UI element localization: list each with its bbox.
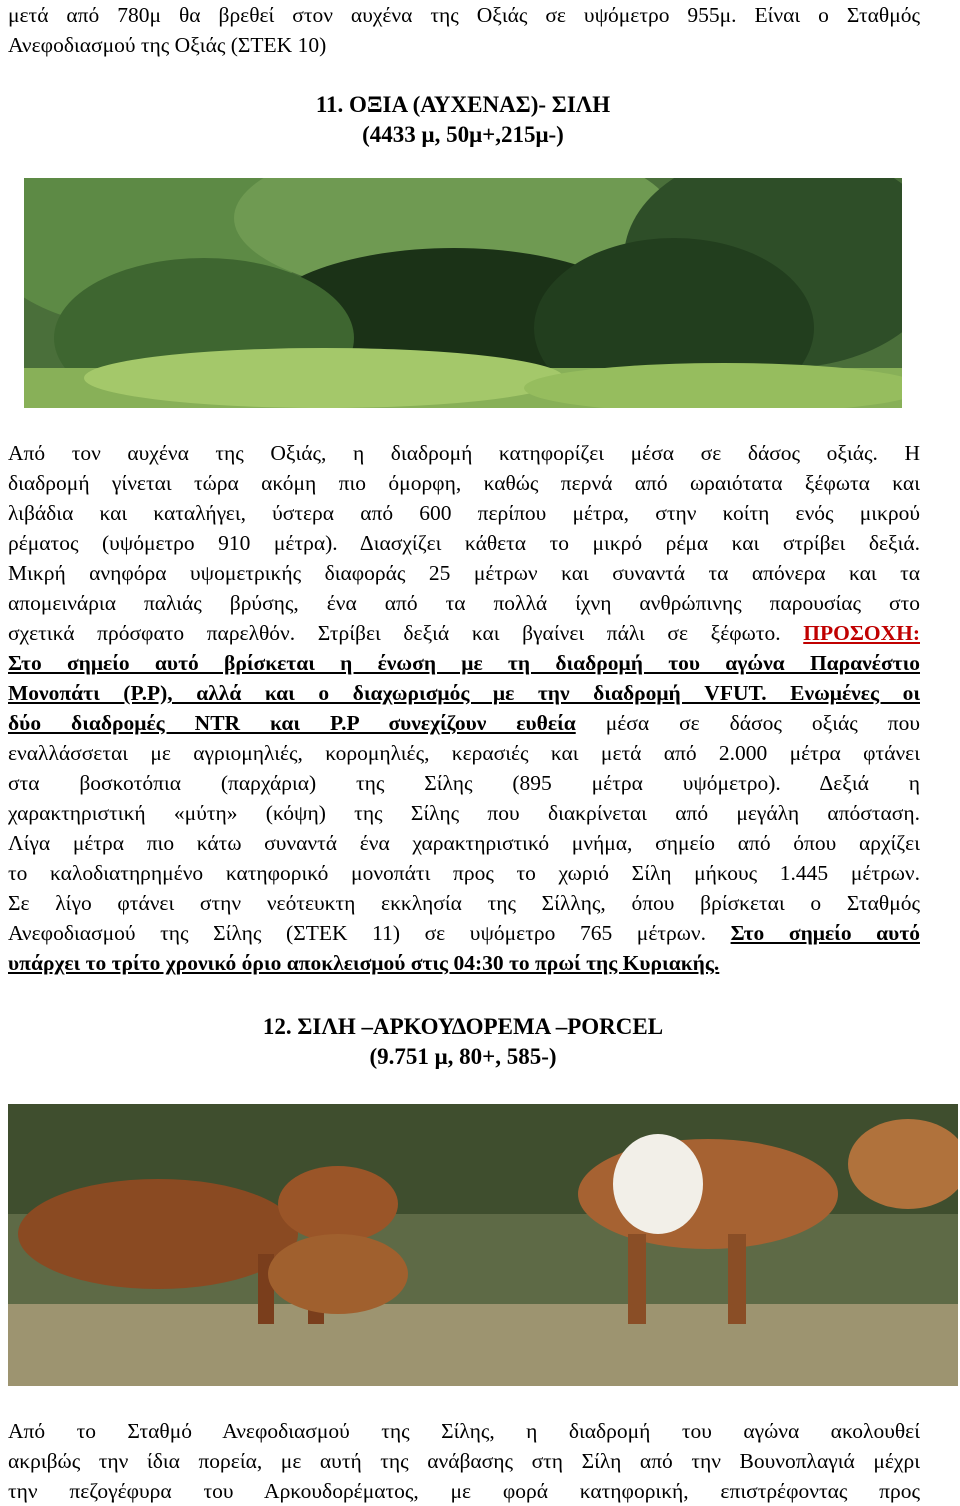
s12-line-1: Από το Σταθμό Ανεφοδιασμού της Σίλης, η διαδρομή του αγώνα ακολουθεί [8, 1419, 920, 1443]
section-11-title: 11. ΟΞΙΑ (ΑΥΧΕΝΑΣ)- ΣΙΛΗ [315, 92, 611, 117]
s11-bold-line-1: Στο σημείο αυτό βρίσκεται η ένωση με τη διαδρομή του αγώνα Παρανέστιο [8, 651, 920, 675]
intro-line-1: μετά από 780μ θα βρεθεί στον αυχένα της Οξιάς σε υψόμετρο 955μ. Είναι ο Σταθμός [8, 3, 920, 27]
warning-label: ΠΡΟΣΟΧΗ: [803, 621, 920, 645]
s11-line-2: διαδρομή γίνεται τώρα ακόμη πιο όμορφη, καθώς περνά από ωραιότατα ξέφωτα και [8, 471, 920, 495]
s11-line-10 [8, 708, 920, 738]
s11-bold-line-3: δύο διαδρομές NTR και P.P συνεχίζουν ευθεία [8, 711, 576, 735]
s11-line-7 [8, 618, 920, 648]
section-12-title: 12. ΣΙΛΗ –ΑΡΚΟΥΔΟΡΕΜΑ –PORCEL [262, 1014, 664, 1039]
s11-line-16: Σε λίγο φτάνει στην νεότευκτη εκκλησία της Σίλλης, όπου βρίσκεται ο Σταθμός [8, 891, 920, 915]
cows-illustration [8, 1104, 958, 1386]
s11-line-13: χαρακτηριστική «μύτη» (κόψη) της Σίλης που διακρίνεται από μεγάλη απόσταση. [8, 801, 920, 825]
s11-final-bold-line: υπάρχει το τρίτο χρονικό όριο αποκλεισμού στις 04:30 το πρωί της Κυριακής. [8, 951, 720, 975]
s12-line-3: την πεζογέφυρα του Αρκουδορέματος, με φορά κατηφορική, επιστρέφοντας προς [8, 1479, 920, 1503]
s11-line-4: ρέματος (υψόμετρο 910 μέτρα). Διασχίζει κάθετα το μικρό ρέμα και στρίβει δεξιά. [8, 531, 920, 555]
s11-line-11: εναλλάσσεται με αγριομηλιές, κορομηλιές, κερασιές και μετά από 2.000 μέτρα φτάνει [8, 741, 920, 765]
intro-line-2: Ανεφοδιασμού της Οξιάς (ΣΤΕΚ 10) [8, 33, 327, 57]
forest-photo [24, 178, 902, 408]
s11-line-5: Μικρή ανηφόρα υψομετρικής διαφοράς 25 μέτρων και συναντά τα απόνερα και τα [8, 561, 920, 585]
s11-line-15: το καλοδιατηρημένο κατηφορικό μονοπάτι προς το χωριό Σίλη μήκους 1.445 μέτρων. [8, 861, 920, 885]
s11-line-12: στα βοσκοτόπια (παρχάρια) της Σίλης (895 μέτρα υψόμετρο). Δεξιά η [8, 771, 920, 795]
section-12-subtitle: (9.751 μ, 80+, 585-) [369, 1044, 557, 1069]
s12-line-2: ακριβώς την ίδια πορεία, με αυτή της ανάβασης στη Σίλη από την Βουνοπλαγιά μέχρι [8, 1449, 920, 1473]
s11-line-17 [8, 918, 920, 948]
s11-line-1: Από τον αυχένα της Οξιάς, η διαδρομή κατηφορίζει μέσα σε δάσος οξιάς. Η [8, 441, 920, 465]
s11-line-17-text: Ανεφοδιασμού της Σίλης (ΣΤΕΚ 11) σε υψόμετρο 765 μέτρων. [8, 921, 731, 945]
s11-bold-line-2: Μονοπάτι (P.P), αλλά και ο διαχωρισμός με την διαδρομή VFUT. Ενωμένες οι [8, 681, 920, 705]
s11-line-17-bold: Στο σημείο αυτό [730, 921, 920, 945]
s11-line-10-rest: μέσα σε δάσος οξιάς που [575, 711, 920, 735]
s11-line-7-text: σχετικά πρόσφατο παρελθόν. Στρίβει δεξιά και βγαίνει πάλι σε ξέφωτο. [8, 621, 781, 645]
forest-illustration [24, 178, 902, 408]
cows-photo [8, 1104, 958, 1386]
s11-line-6: απομεινάρια παλιάς βρύσης, ένα από τα πολλά ίχνη ανθρώπινης παρουσίας στο [8, 591, 920, 615]
section-11-subtitle: (4433 μ, 50μ+,215μ-) [362, 122, 564, 147]
s11-line-3: λιβάδια και καταλήγει, ύστερα από 600 περίπου μέτρα, στην κοίτη ενός μικρού [8, 501, 920, 525]
s11-line-14: Λίγα μέτρα πιο κάτω συναντά ένα χαρακτηριστικό μνήμα, σημείο από όπου αρχίζει [8, 831, 920, 855]
